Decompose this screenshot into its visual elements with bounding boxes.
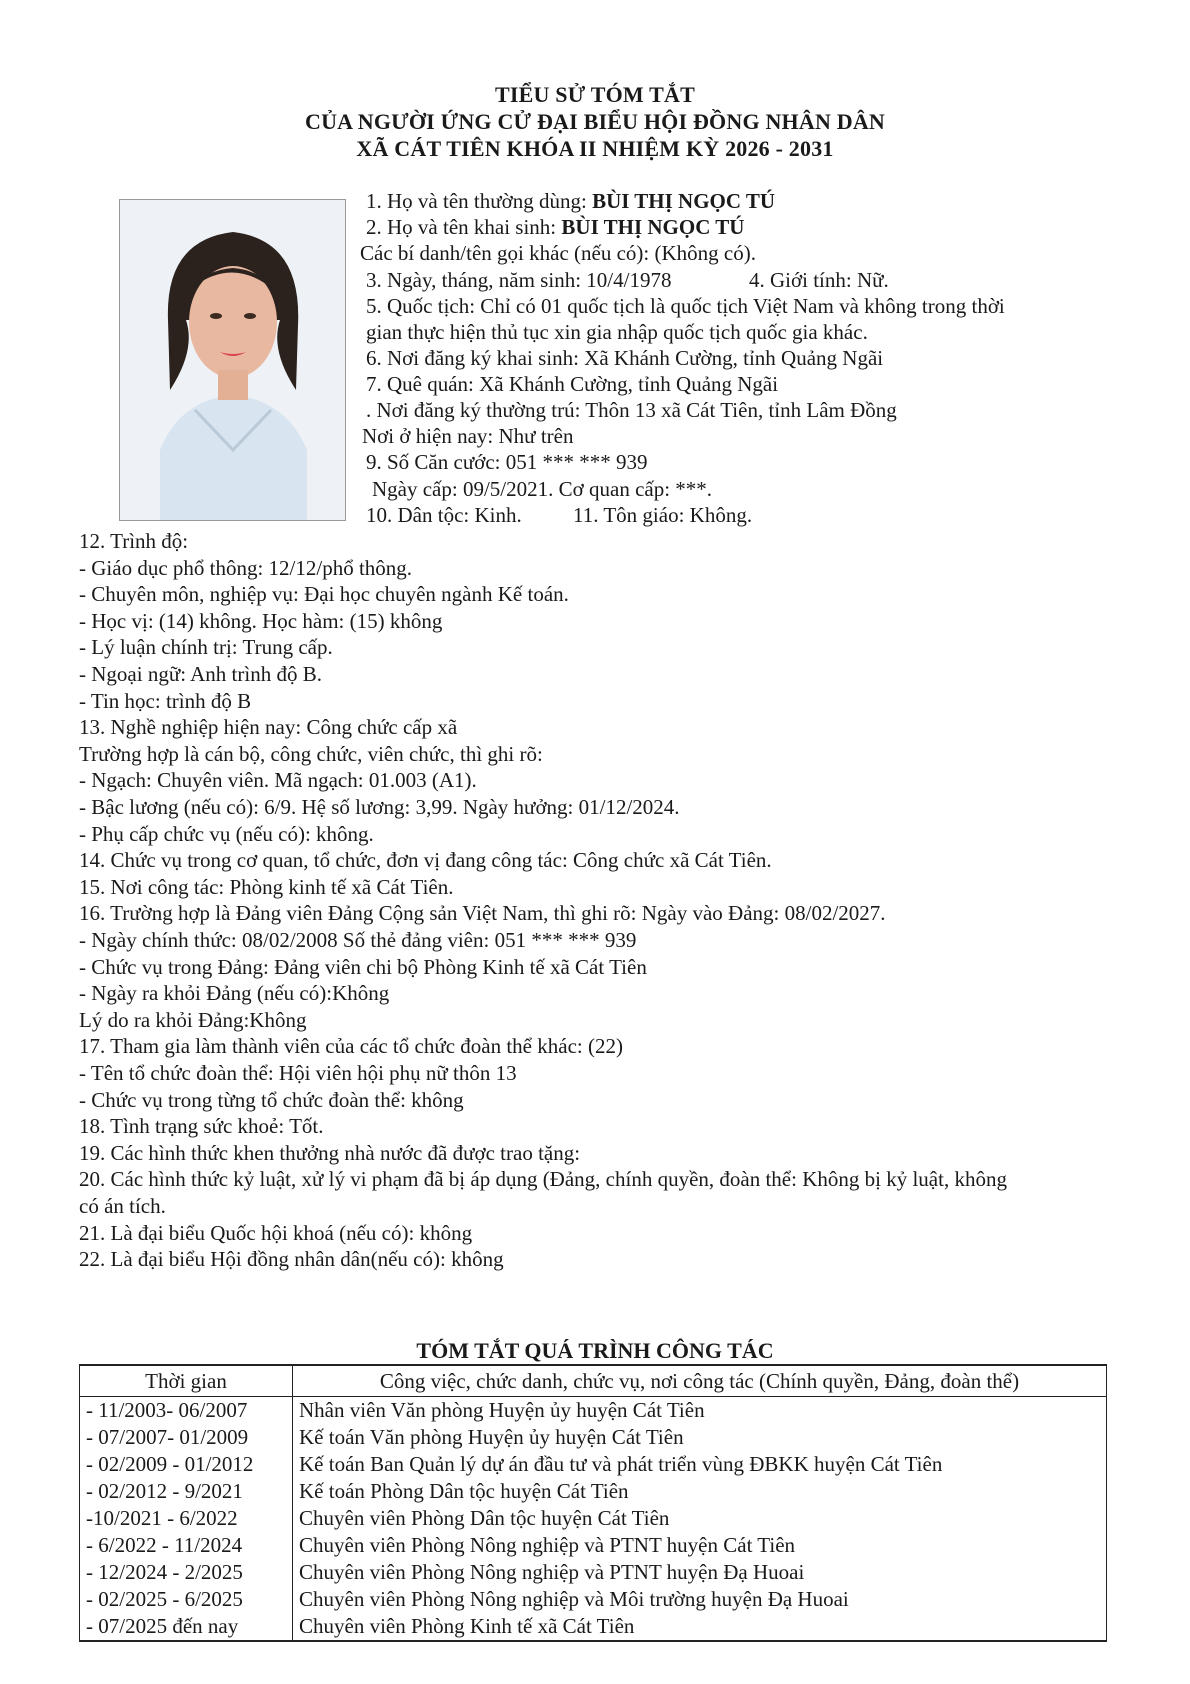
body-line: - Tin học: trình độ B	[79, 689, 252, 713]
job-cell: Kế toán Văn phòng Huyện ủy huyện Cát Tiên	[293, 1424, 1107, 1451]
body-line: - Ngày ra khỏi Đảng (nếu có):Không	[79, 981, 390, 1005]
table-row	[80, 1397, 1107, 1425]
column-header-job: Công việc, chức danh, chức vụ, nơi công tác (Chính quyền, Đảng, đoàn thể)	[293, 1365, 1107, 1397]
body-line: 12. Trình độ:	[79, 529, 189, 553]
common-name-value: BÙI THỊ NGỌC TÚ	[592, 189, 776, 213]
religion: 11. Tôn giáo: Không.	[573, 503, 753, 527]
period-cell: -10/2021 - 6/2022	[80, 1505, 293, 1532]
body-line: - Ngoại ngữ: Anh trình độ B.	[79, 662, 322, 686]
birth-registration: 6. Nơi đăng ký khai sinh: Xã Khánh Cường, tỉnh Quảng Ngãi	[366, 346, 884, 370]
job-cell: Chuyên viên Phòng Nông nghiệp và Môi trường huyện Đạ Huoai	[293, 1586, 1107, 1613]
body-line: - Lý luận chính trị: Trung cấp.	[79, 635, 333, 659]
body-line: - Học vị: (14) không. Học hàm: (15) không	[79, 609, 443, 633]
table-row	[80, 1586, 1107, 1613]
portrait-photo	[119, 199, 346, 521]
ethnicity: 10. Dân tộc: Kinh.	[366, 503, 522, 527]
body-line: - Ngạch: Chuyên viên. Mã ngạch: 01.003 (A1).	[79, 768, 477, 792]
body-line: - Chức vụ trong Đảng: Đảng viên chi bộ Phòng Kinh tế xã Cát Tiên	[79, 955, 647, 979]
doc-subtitle: CỦA NGƯỜI ỨNG CỬ ĐẠI BIỂU HỘI ĐỒNG NHÂN DÂN	[305, 109, 885, 134]
body-line: có án tích.	[79, 1194, 166, 1218]
job-cell: Chuyên viên Phòng Nông nghiệp và PTNT huyện Cát Tiên	[293, 1532, 1107, 1559]
table-header-row	[80, 1365, 1107, 1397]
body-line: 18. Tình trạng sức khoẻ: Tốt.	[79, 1114, 324, 1138]
body-line: Trường hợp là cán bộ, công chức, viên chức, thì ghi rõ:	[79, 742, 543, 766]
work-history-table	[79, 1364, 1107, 1642]
job-cell: Chuyên viên Phòng Dân tộc huyện Cát Tiên	[293, 1505, 1107, 1532]
table-row	[80, 1559, 1107, 1586]
body-line: - Bậc lương (nếu có): 6/9. Hệ số lương: 3,99. Ngày hưởng: 01/12/2024.	[79, 795, 680, 819]
body-line: 15. Nơi công tác: Phòng kinh tế xã Cát Tiên.	[79, 875, 454, 899]
alias: Các bí danh/tên gọi khác (nếu có): (Không có).	[360, 241, 756, 265]
table-row	[80, 1505, 1107, 1532]
job-cell: Nhân viên Văn phòng Huyện ủy huyện Cát Tiên	[293, 1397, 1107, 1425]
nationality: 5. Quốc tịch: Chỉ có 01 quốc tịch là quốc tịch Việt Nam và không trong thời	[366, 294, 1005, 318]
body-line: Lý do ra khỏi Đảng:Không	[79, 1008, 307, 1032]
body-line: 13. Nghề nghiệp hiện nay: Công chức cấp xã	[79, 715, 458, 739]
work-history-title: TÓM TẮT QUÁ TRÌNH CÔNG TÁC	[416, 1338, 774, 1363]
table-row	[80, 1451, 1107, 1478]
period-cell: - 07/2007- 01/2009	[80, 1424, 293, 1451]
period-cell: - 07/2025 đến nay	[80, 1613, 293, 1641]
table-row	[80, 1478, 1107, 1505]
id-issue: Ngày cấp: 09/5/2021. Cơ quan cấp: ***.	[372, 477, 713, 501]
body-line: - Chức vụ trong từng tổ chức đoàn thể: không	[79, 1088, 464, 1112]
doc-title: TIỂU SỬ TÓM TẮT	[494, 82, 696, 107]
body-line: 22. Là đại biểu Hội đồng nhân dân(nếu có): không	[79, 1247, 504, 1271]
date-of-birth: 3. Ngày, tháng, năm sinh: 10/4/1978	[366, 268, 672, 292]
body-line: - Ngày chính thức: 08/02/2008 Số thẻ đảng viên: 051 *** *** 939	[79, 928, 637, 952]
period-cell: - 02/2012 - 9/2021	[80, 1478, 293, 1505]
body-line: 19. Các hình thức khen thưởng nhà nước đã được trao tặng:	[79, 1141, 581, 1165]
period-cell: - 11/2003- 06/2007	[80, 1397, 293, 1425]
period-cell: - 6/2022 - 11/2024	[80, 1532, 293, 1559]
birth-name: 2. Họ và tên khai sinh: BÙI THỊ NGỌC TÚ	[366, 215, 745, 239]
current-residence: Nơi ở hiện nay: Như trên	[362, 424, 574, 448]
period-cell: - 02/2025 - 6/2025	[80, 1586, 293, 1613]
period-cell: - 02/2009 - 01/2012	[80, 1451, 293, 1478]
body-line: - Tên tổ chức đoàn thể: Hội viên hội phụ nữ thôn 13	[79, 1061, 517, 1085]
body-line: 16. Trường hợp là Đảng viên Đảng Cộng sản Việt Nam, thì ghi rõ: Ngày vào Đảng: 08/02/2027.	[79, 901, 886, 925]
job-cell: Kế toán Ban Quản lý dự án đầu tư và phát triển vùng ĐBKK huyện Cát Tiên	[293, 1451, 1107, 1478]
id-number: 9. Số Căn cước: 051 *** *** 939	[366, 450, 648, 474]
permanent-residence: . Nơi đăng ký thường trú: Thôn 13 xã Cát Tiên, tỉnh Lâm Đồng	[366, 398, 897, 422]
nationality-cont: gian thực hiện thủ tục xin gia nhập quốc tịch quốc gia khác.	[366, 320, 868, 344]
common-name: 1. Họ và tên thường dùng: BÙI THỊ NGỌC TÚ	[366, 189, 776, 213]
table-row	[80, 1424, 1107, 1451]
body-line: - Phụ cấp chức vụ (nếu có): không.	[79, 822, 374, 846]
birth-name-value: BÙI THỊ NGỌC TÚ	[561, 215, 745, 239]
job-cell: Chuyên viên Phòng Nông nghiệp và PTNT huyện Đạ Huoai	[293, 1559, 1107, 1586]
body-line: 20. Các hình thức kỷ luật, xử lý vi phạm đã bị áp dụng (Đảng, chính quyền, đoàn thể: Không bị kỷ luật, không	[79, 1167, 1007, 1191]
table-row	[80, 1532, 1107, 1559]
body-line: - Chuyên môn, nghiệp vụ: Đại học chuyên ngành Kế toán.	[79, 582, 569, 606]
table-row	[80, 1613, 1107, 1641]
column-header-time: Thời gian	[80, 1365, 293, 1397]
body-line: 21. Là đại biểu Quốc hội khoá (nếu có): không	[79, 1221, 473, 1245]
hometown: 7. Quê quán: Xã Khánh Cường, tỉnh Quảng Ngãi	[366, 372, 779, 396]
doc-subtitle-term: XÃ CÁT TIÊN KHÓA II NHIỆM KỲ 2026 - 2031	[356, 136, 834, 161]
gender: 4. Giới tính: Nữ.	[749, 268, 889, 292]
job-cell: Chuyên viên Phòng Kinh tế xã Cát Tiên	[293, 1613, 1107, 1641]
body-line: 17. Tham gia làm thành viên của các tổ chức đoàn thể khác: (22)	[79, 1034, 623, 1058]
period-cell: - 12/2024 - 2/2025	[80, 1559, 293, 1586]
body-line: 14. Chức vụ trong cơ quan, tổ chức, đơn vị đang công tác: Công chức xã Cát Tiên.	[79, 848, 772, 872]
body-line: - Giáo dục phổ thông: 12/12/phổ thông.	[79, 556, 413, 580]
job-cell: Kế toán Phòng Dân tộc huyện Cát Tiên	[293, 1478, 1107, 1505]
